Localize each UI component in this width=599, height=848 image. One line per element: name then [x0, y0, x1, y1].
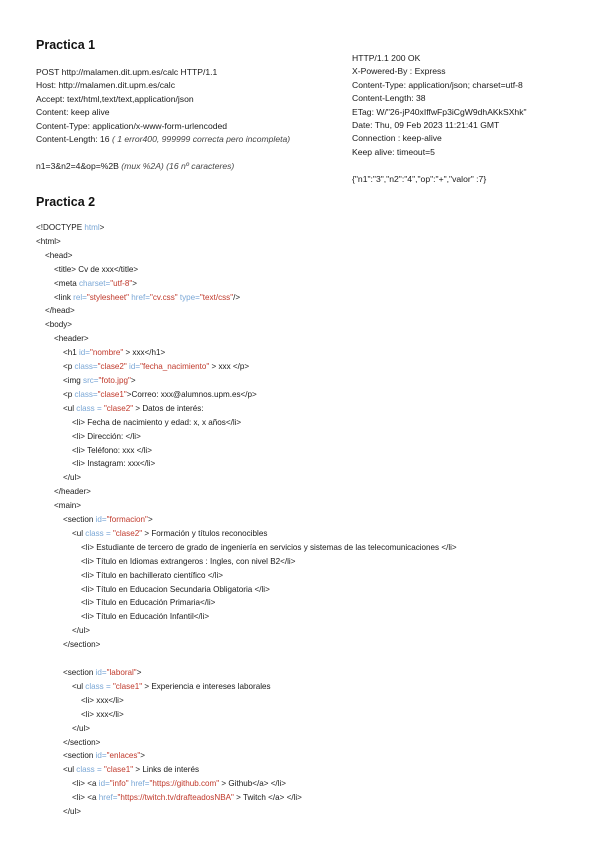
code-line — [36, 763, 457, 777]
code-token: rel= — [73, 292, 87, 302]
code-token: </ul> — [36, 723, 90, 733]
code-line — [36, 402, 457, 416]
code-token: <section — [36, 515, 96, 525]
response-line-0: HTTP/1.1 200 OK — [352, 53, 421, 63]
code-line — [36, 416, 457, 430]
code-token: > — [147, 515, 153, 525]
http-response — [352, 52, 592, 186]
code-token: </ul> — [36, 807, 81, 817]
request-line-4: Content-Type: application/x-www-form-urlencoded — [36, 120, 228, 131]
code-token: "clase1" — [112, 681, 143, 691]
code-token: <ul — [36, 403, 77, 413]
content-length-line — [36, 133, 346, 146]
code-token: class= — [74, 389, 98, 399]
request-body-line — [36, 160, 346, 173]
code-token: >Correo: xxx@alumnos.upm.es</p> — [126, 389, 257, 399]
code-token: > — [132, 278, 137, 288]
code-token: </ul> — [36, 626, 90, 636]
code-token: <li> Dirección: </li> — [36, 431, 141, 441]
code-token: id= — [129, 362, 141, 372]
code-token: type= — [179, 292, 200, 302]
code-line — [36, 332, 457, 346]
code-token: id= — [95, 668, 107, 677]
code-token: <ul — [36, 681, 86, 691]
code-line — [36, 263, 457, 277]
code-line — [36, 805, 457, 819]
code-line — [36, 374, 457, 388]
code-token: html — [84, 223, 100, 232]
request-body-value: n1=3&n2=4&op=%2B — [36, 160, 122, 171]
html-code-listing — [36, 221, 457, 819]
code-line — [36, 277, 457, 291]
code-line — [36, 722, 457, 736]
practica2-title: Practica 2 — [36, 195, 96, 209]
code-token: "text/css" — [199, 292, 234, 302]
code-token: <html> — [36, 236, 61, 246]
code-line — [36, 777, 457, 791]
code-line — [36, 680, 457, 694]
code-token: <title> Cv de xxx</title> — [36, 264, 139, 274]
code-token: > — [136, 668, 142, 677]
code-token: "formacion" — [106, 515, 148, 525]
request-line-0: POST http://malamen.dit.upm.es/calc HTTP/1.1 — [36, 67, 218, 77]
code-token: href= — [98, 793, 118, 803]
code-line — [36, 736, 457, 750]
code-token: > xxx</h1> — [123, 348, 166, 358]
code-token: > xxx </p> — [209, 362, 250, 372]
code-token: <p — [36, 362, 75, 372]
code-token: <body> — [36, 320, 72, 330]
code-token: "enlaces" — [106, 751, 141, 761]
response-line-4: ETag: W/"26-jP40xIffwFp3iCgW9dhAKkSXhk" — [352, 106, 527, 117]
code-token — [36, 654, 38, 663]
response-line-6: Connection : keep-alive — [352, 133, 442, 144]
code-token: "info" — [109, 779, 131, 789]
code-line — [36, 596, 457, 610]
code-line — [36, 555, 457, 569]
code-line — [36, 471, 457, 485]
code-token: <li> Título en Educacion Secundaria Obligatoria </li> — [36, 584, 270, 594]
code-token: href= — [130, 779, 150, 789]
code-line — [36, 485, 457, 499]
request-line-2: Accept: text/html,text/text,application/json — [36, 93, 194, 104]
code-token: <li> Instagram: xxx</li> — [36, 459, 156, 469]
code-line — [36, 708, 457, 722]
code-token: <ul — [36, 528, 86, 538]
code-token: <li> Estudiante de tercero de grado de ingeniería en servicios y sistemas de las telecomunicaciones </li> — [36, 542, 457, 552]
code-token: <h1 — [36, 348, 79, 358]
code-token: id= — [95, 751, 107, 761]
code-line — [36, 221, 457, 235]
code-token: > Twitch </a> </li> — [233, 793, 302, 803]
code-token: "nombre" — [90, 348, 124, 358]
code-token: <main> — [36, 501, 81, 511]
code-token: > — [130, 375, 136, 385]
request-line-1: Host: http://malamen.dit.upm.es/calc — [36, 80, 175, 91]
code-token: </section> — [36, 640, 101, 650]
code-line — [36, 235, 457, 249]
code-token: > Github</a> </li> — [219, 779, 286, 789]
code-line — [36, 499, 457, 513]
code-token: <head> — [36, 250, 73, 260]
code-token: id= — [95, 515, 107, 525]
code-token: <img — [36, 375, 84, 385]
code-token: href= — [131, 292, 150, 302]
code-token: <li> Título en bachillerato científico </li> — [36, 570, 223, 580]
code-token: class = — [76, 765, 104, 775]
code-token: "laboral" — [106, 668, 137, 677]
code-line — [36, 791, 457, 805]
code-line — [36, 694, 457, 708]
request-body-note: (mux %2A) (16 nº caracteres) — [121, 160, 235, 171]
code-token: "clase2" — [103, 403, 134, 413]
code-token: <li> xxx</li> — [36, 695, 124, 705]
code-line — [36, 541, 457, 555]
code-token: <li> Fecha de nacimiento y edad: x, x años</li> — [36, 417, 242, 427]
code-line — [36, 304, 457, 318]
code-token: "clase2" — [112, 528, 143, 538]
code-token: charset= — [78, 278, 111, 288]
code-token: > — [140, 751, 146, 761]
code-token: "clase1" — [103, 765, 134, 775]
response-body: {"n1":"3","n2":"4","op":"+","valor" :7} — [352, 173, 487, 184]
response-line-1: X-Powered-By : Express — [352, 66, 446, 77]
code-line — [36, 444, 457, 458]
code-token: <section — [36, 751, 96, 761]
code-token: <li> <a — [36, 793, 99, 803]
code-token: "foto.jpg" — [98, 375, 131, 385]
code-line — [36, 513, 457, 527]
code-token: </header> — [36, 487, 91, 497]
code-line — [36, 569, 457, 583]
code-token: <section — [36, 668, 96, 677]
request-line-3: Content: keep alive — [36, 107, 110, 118]
code-line — [36, 430, 457, 444]
code-line — [36, 652, 457, 666]
code-token: "utf-8" — [110, 278, 133, 288]
code-line — [36, 388, 457, 402]
code-token: > — [99, 223, 105, 232]
code-token: "cv.css" — [149, 292, 180, 302]
code-token: <ul — [36, 765, 77, 775]
code-token: <li> Título en Educación Primaria</li> — [36, 598, 216, 608]
code-token: id= — [98, 779, 110, 789]
code-line — [36, 318, 457, 332]
code-token: <li> Título en Educación Infantil</li> — [36, 612, 210, 622]
code-line — [36, 346, 457, 360]
code-token: <p — [36, 389, 75, 399]
code-token: <li> xxx</li> — [36, 709, 124, 719]
code-token: "https://twitch.tv/drafteadosNBA" — [117, 793, 234, 803]
code-token: </ul> — [36, 473, 81, 483]
code-token: "clase1" — [97, 389, 127, 399]
practica1-title: Practica 1 — [36, 38, 96, 52]
code-token: "fecha_nacimiento" — [140, 362, 210, 372]
code-token: <li> Título en Idiomas extrangeros : Ingles, con nivel B2</li> — [36, 556, 296, 566]
code-token: <!DOCTYPE — [36, 223, 85, 232]
code-token: class= — [74, 362, 98, 372]
code-token: </head> — [36, 306, 75, 316]
code-token: "clase2" — [97, 362, 130, 372]
code-token: > Formación y títulos reconocibles — [142, 528, 268, 538]
code-token: <li> <a — [36, 779, 99, 789]
code-line — [36, 360, 457, 374]
code-token: class = — [85, 681, 113, 691]
code-token: class = — [85, 528, 113, 538]
code-token: <header> — [36, 334, 89, 344]
code-line — [36, 610, 457, 624]
content-length-label: Content-Length: 16 — [36, 134, 112, 145]
code-line — [36, 624, 457, 638]
code-token: <meta — [36, 278, 79, 288]
code-token: "stylesheet" — [86, 292, 132, 302]
response-line-3: Content-Length: 38 — [352, 93, 426, 104]
code-token: > Datos de interés: — [133, 403, 204, 413]
response-line-5: Date: Thu, 09 Feb 2023 11:21:41 GMT — [352, 120, 500, 131]
code-token: > Links de interés — [133, 765, 200, 775]
code-token: id= — [78, 348, 90, 358]
code-token: > Experiencia e intereses laborales — [142, 681, 271, 691]
http-request — [36, 66, 346, 173]
code-line — [36, 457, 457, 471]
response-line-2: Content-Type: application/json; charset=utf-8 — [352, 79, 523, 90]
code-token: /> — [233, 292, 241, 302]
code-line — [36, 291, 457, 305]
code-line — [36, 638, 457, 652]
code-line — [36, 527, 457, 541]
code-token: class = — [76, 403, 104, 413]
code-token: </section> — [36, 737, 101, 747]
content-length-note: ( 1 error400, 999999 correcta pero incompleta) — [111, 134, 291, 145]
code-token: "https://github.com" — [149, 779, 220, 789]
code-line — [36, 249, 457, 263]
code-token: src= — [83, 375, 99, 385]
response-line-7: Keep alive: timeout=5 — [352, 146, 435, 157]
code-line — [36, 666, 457, 680]
code-line — [36, 749, 457, 763]
code-line — [36, 583, 457, 597]
code-token: <link — [36, 292, 74, 302]
code-token: <li> Teléfono: xxx </li> — [36, 445, 152, 455]
